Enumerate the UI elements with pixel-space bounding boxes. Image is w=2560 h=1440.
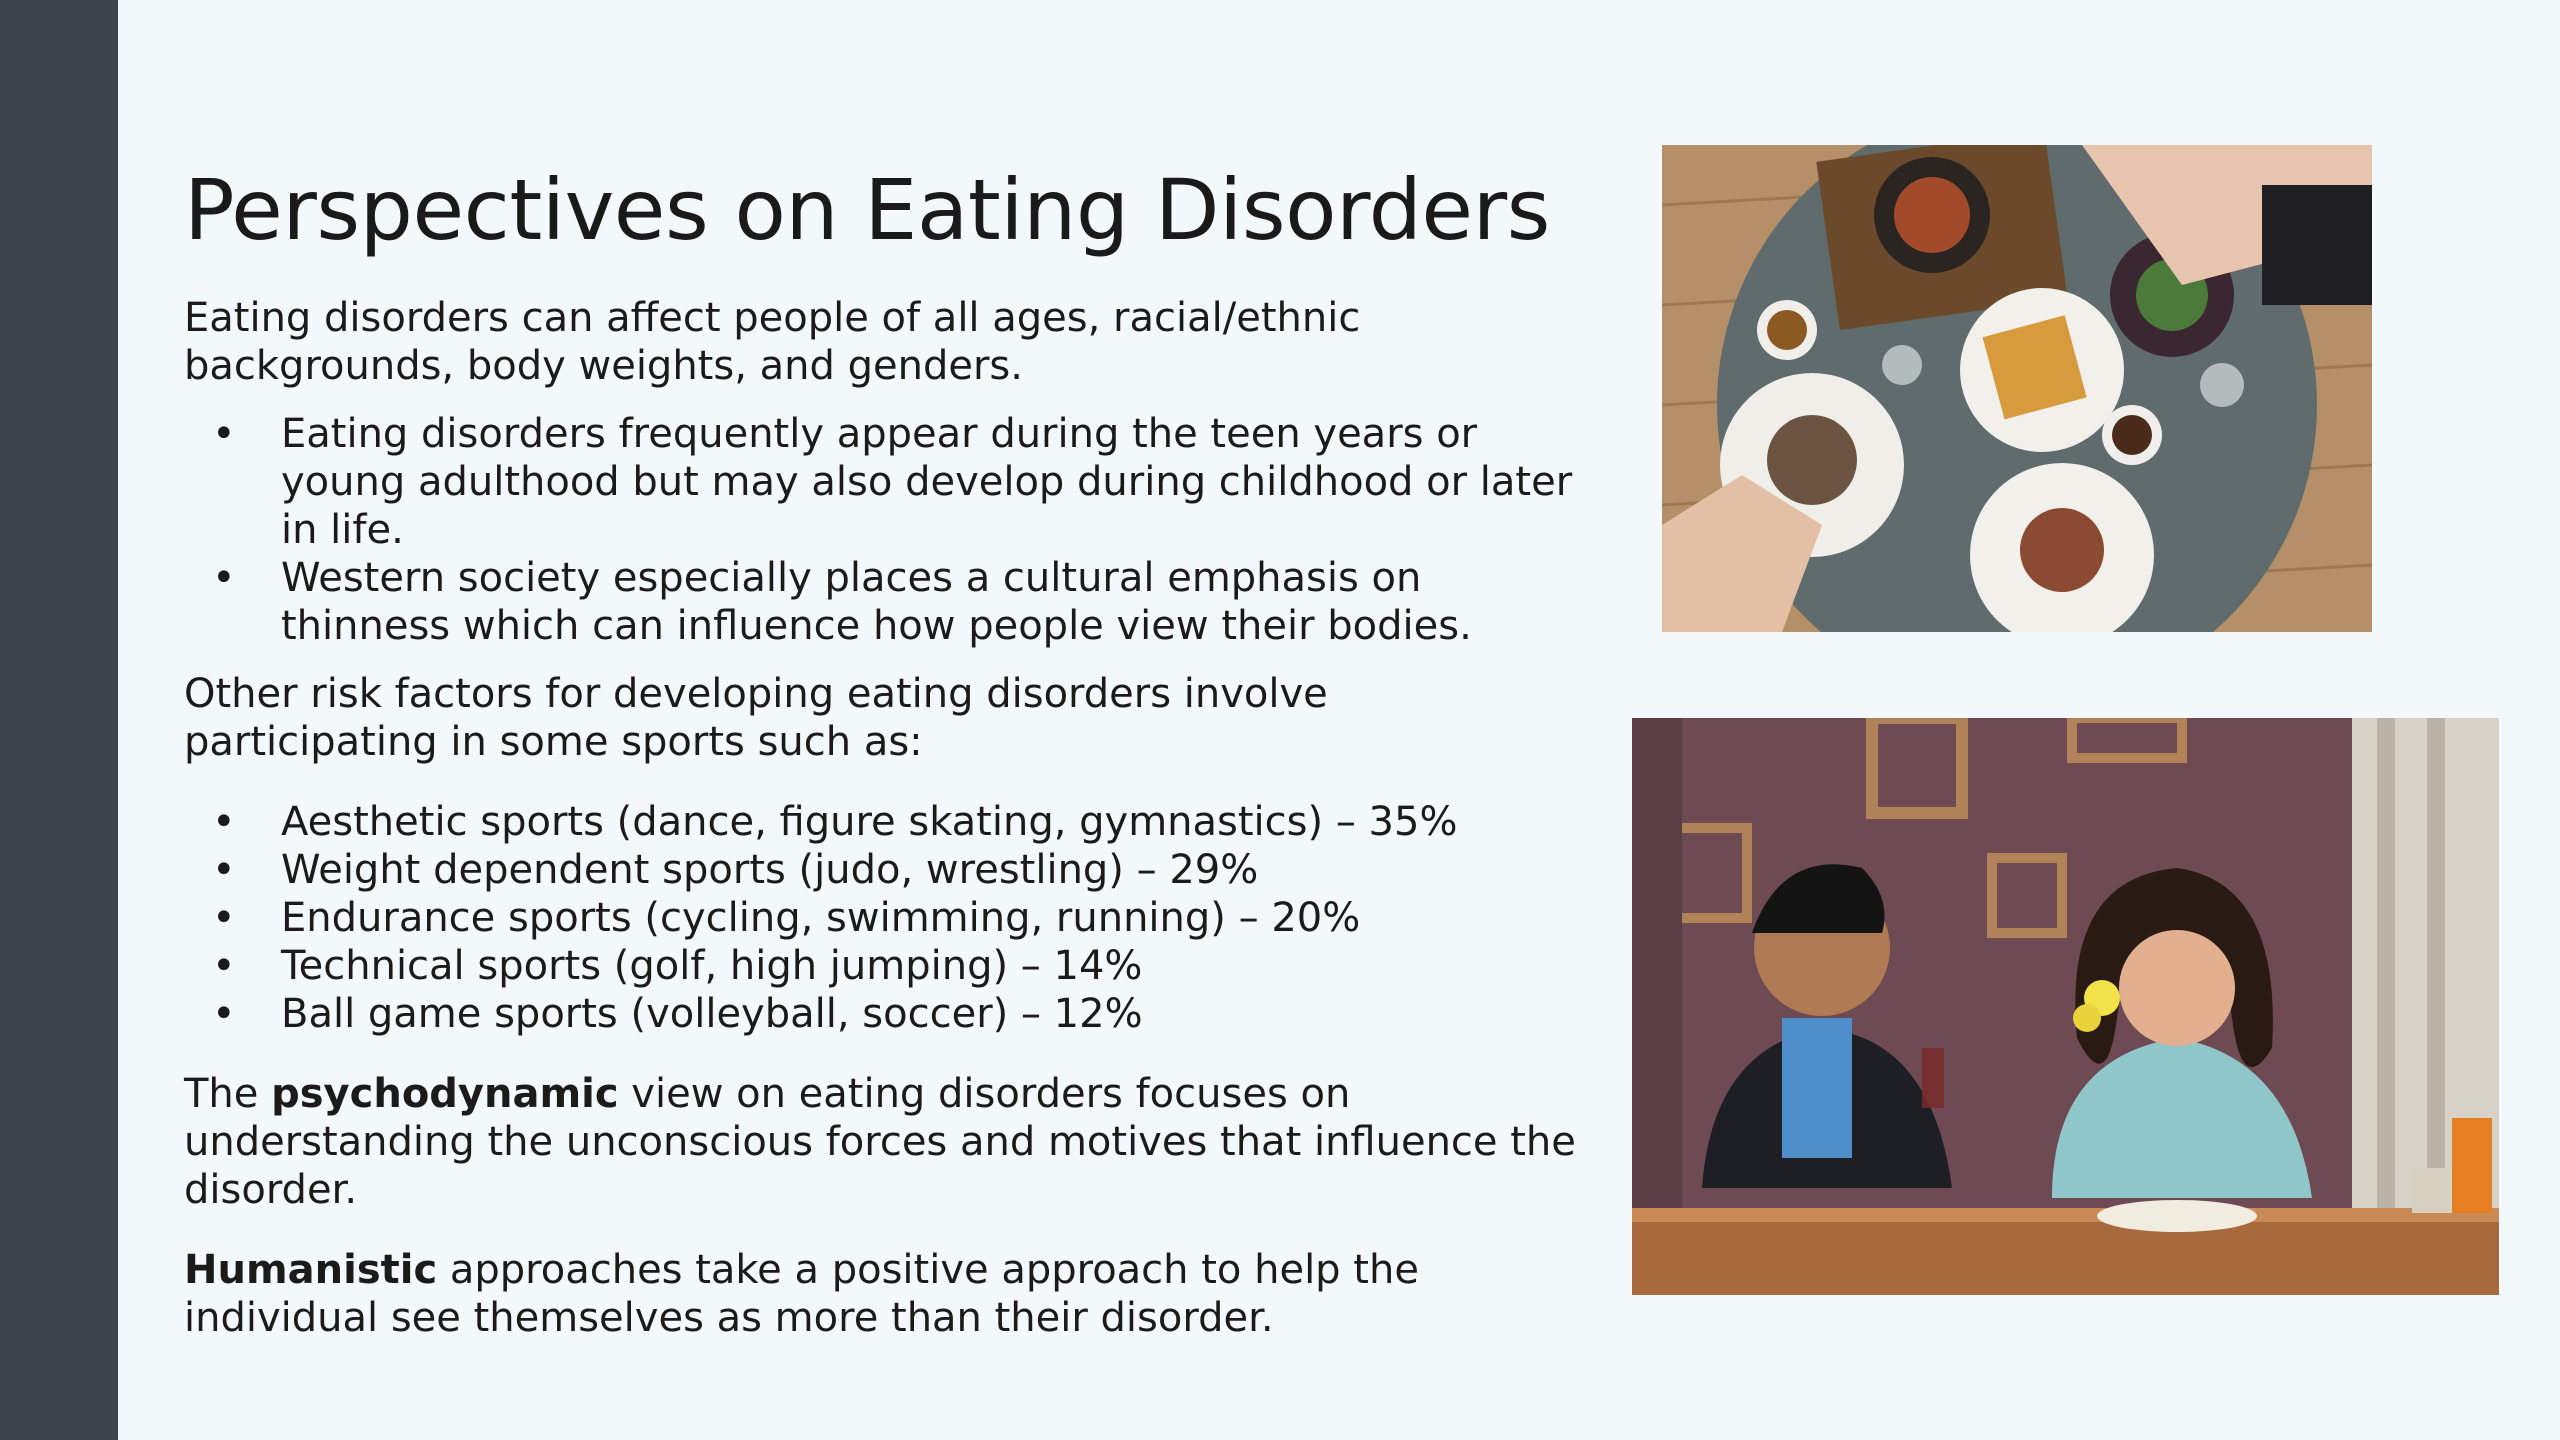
psychodynamic-paragraph [184, 1070, 1594, 1214]
list-item-text: Western society especially places a cultural emphasis on thinness which can influence how people view their bodies. [281, 555, 1472, 649]
list-item-text: Endurance sports (cycling, swimming, running) – 20% [281, 895, 1361, 941]
slide-body [184, 294, 1594, 1342]
psychodynamic-text: view on eating disorders focuses on understanding the unconscious forces and motives that influence the disorder. [184, 1071, 1576, 1213]
sports-list [184, 798, 1594, 1038]
list-item-text: Weight dependent sports (judo, wrestling) – 29% [281, 847, 1259, 893]
list-item [184, 942, 1594, 990]
table-food-photo [1662, 145, 2372, 632]
bullet-icon: • [212, 991, 236, 1037]
list-item-text: Technical sports (golf, high jumping) – 14% [281, 943, 1143, 989]
psychodynamic-prefix: The [184, 1071, 272, 1117]
psychodynamic-term: psychodynamic [271, 1071, 619, 1117]
bullet-icon: • [212, 555, 236, 601]
list-item [184, 990, 1594, 1038]
intro-paragraph: Eating disorders can affect people of all ages, racial/ethnic backgrounds, body weights, and genders. [184, 295, 1361, 389]
list-item [184, 846, 1594, 894]
slide-sidebar-accent [0, 0, 118, 1440]
risk-factors-paragraph: Other risk factors for developing eating disorders involve participating in some sports such as: [184, 671, 1328, 765]
slide-title: Perspectives on Eating Disorders [184, 161, 1550, 259]
humanistic-term: Humanistic [184, 1247, 438, 1293]
bullet-icon: • [212, 847, 236, 893]
list-item-text: Ball game sports (volleyball, soccer) – 12% [281, 991, 1143, 1037]
list-item [184, 894, 1594, 942]
list-item [184, 798, 1594, 846]
list-item-text: Eating disorders frequently appear during the teen years or young adulthood but may also develop during childhood or later in life. [281, 411, 1573, 553]
bullet-icon: • [212, 943, 236, 989]
humanistic-text: approaches take a positive approach to help the individual see themselves as more than their disorder. [184, 1247, 1419, 1341]
couple-dining-photo [1632, 718, 2499, 1295]
bullet-icon: • [212, 411, 236, 457]
key-points-list [184, 410, 1594, 650]
bullet-icon: • [212, 799, 236, 845]
humanistic-paragraph [184, 1246, 1594, 1342]
bullet-icon: • [212, 895, 236, 941]
list-item-text: Aesthetic sports (dance, figure skating, gymnastics) – 35% [281, 799, 1458, 845]
list-item [184, 554, 1594, 650]
list-item [184, 410, 1594, 554]
